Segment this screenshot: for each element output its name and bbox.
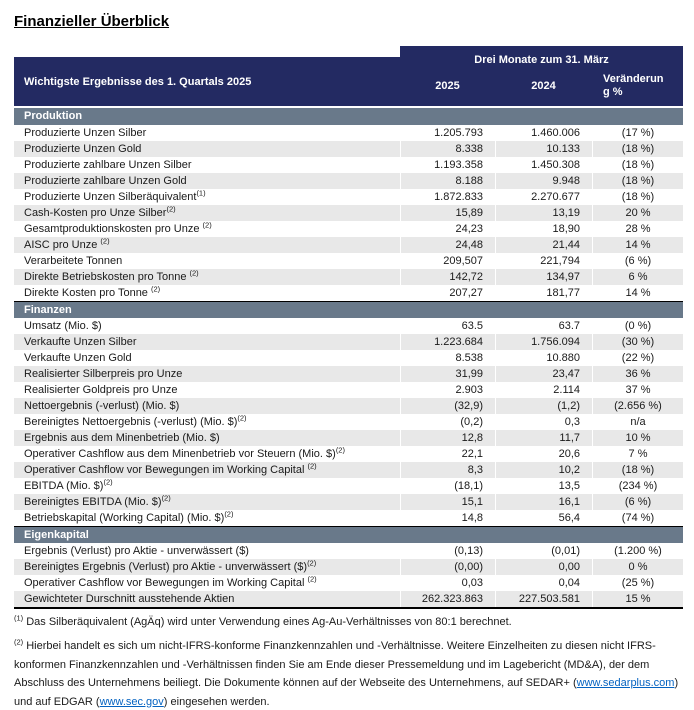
value-change: 14 % <box>592 285 683 301</box>
metric-label: Direkte Betriebskosten pro Tonne $^{(2)}$ <box>24 269 199 283</box>
value-2024: 63.7 <box>495 318 592 334</box>
value-2024: 23,47 <box>495 366 592 382</box>
value-2025: 15,89 <box>400 205 495 221</box>
value-2024: 227.503.581 <box>495 591 592 607</box>
section-header: Finanzen <box>14 301 683 318</box>
value-change: (0 %) <box>592 318 683 334</box>
value-2024: 10.880 <box>495 350 592 366</box>
table-row <box>14 414 683 430</box>
value-2025: 31,99 <box>400 366 495 382</box>
table-row <box>14 141 683 157</box>
footnote-marker: (2) <box>166 205 176 214</box>
header-period-block <box>400 46 683 106</box>
metric-label: AISC pro Unze $^{(2)}$ <box>24 237 110 251</box>
metric-label: Produzierte Unzen Gold <box>24 143 142 155</box>
value-2024: 0,00 <box>495 559 592 575</box>
footnote-2-text-before: Hierbei handelt es sich um nicht-IFRS-konforme Finanzkennzahlen und -Verhältnisse. Weitere Einzelheiten zu diesen nicht IFRS-konformen Finanzkennzahlen und -Verhältnissen finden Sie am Ende dieser Pressemeldung und im Lagebericht (MD&A), der dem Abschluss des Unternehmens beiliegt. Die Dokumente können auf der Webseite des Unternehmens, auf SEDAR+ ( <box>14 640 656 689</box>
table-row <box>14 543 683 559</box>
value-change: 7 % <box>592 446 683 462</box>
value-change: (18 %) <box>592 189 683 205</box>
value-2024: 181,77 <box>495 285 592 301</box>
value-change: 0 % <box>592 559 683 575</box>
value-change: (18 %) <box>592 141 683 157</box>
metric-label: Bereinigtes EBITDA (Mio. $)$^{(2)}$ <box>24 494 171 508</box>
value-2024: 20,6 <box>495 446 592 462</box>
metric-label: Operativer Cashflow aus dem Minenbetrieb vor Steuern (Mio. $)$^{(2)}$ <box>24 446 345 460</box>
value-change: (18 %) <box>592 157 683 173</box>
table-row <box>14 237 683 253</box>
footnote-marker: (2) <box>307 575 317 584</box>
metric-label: Betriebskapital (Working Capital) (Mio. $)$^{(2)}$ <box>24 510 234 524</box>
footnote-marker: (2) <box>189 269 199 278</box>
footnote-marker: (2) <box>103 478 113 487</box>
table-row <box>14 382 683 398</box>
metric-label: Verarbeitete Tonnen <box>24 255 123 267</box>
table-row <box>14 510 683 526</box>
value-2024: 134,97 <box>495 269 592 285</box>
value-2024: 18,90 <box>495 221 592 237</box>
header-change-label: Veränderung % <box>603 72 664 98</box>
value-change: 14 % <box>592 237 683 253</box>
value-change: 6 % <box>592 269 683 285</box>
value-2024: 16,1 <box>495 494 592 510</box>
footnote-2 <box>14 637 683 710</box>
metric-label: Produzierte Unzen Silber <box>24 127 147 139</box>
metric-label: Realisierter Goldpreis pro Unze <box>24 384 178 396</box>
value-change: n/a <box>592 414 683 430</box>
value-change: (234 %) <box>592 478 683 494</box>
value-2025: 142,72 <box>400 269 495 285</box>
value-2024: 221,794 <box>495 253 592 269</box>
table-row <box>14 173 683 189</box>
footnote-2-text-after: ) eingesehen werden. <box>163 695 270 708</box>
value-change: (1.200 %) <box>592 543 683 559</box>
metric-label: Realisierter Silberpreis pro Unze <box>24 368 183 380</box>
value-2025: 2.903 <box>400 382 495 398</box>
table-header <box>14 46 683 106</box>
value-change: 36 % <box>592 366 683 382</box>
value-2024: 21,44 <box>495 237 592 253</box>
value-change: 28 % <box>592 221 683 237</box>
value-2025: 14,8 <box>400 510 495 526</box>
value-2024: 10,2 <box>495 462 592 478</box>
footnote-marker: (2) <box>150 285 161 294</box>
value-change: (17 %) <box>592 125 683 141</box>
value-2024: 11,7 <box>495 430 592 446</box>
value-2024: 0,04 <box>495 575 592 591</box>
value-change: 20 % <box>592 205 683 221</box>
table-row <box>14 350 683 366</box>
value-2025: 24,48 <box>400 237 495 253</box>
value-2025: (18,1) <box>400 478 495 494</box>
value-change: (6 %) <box>592 253 683 269</box>
value-2025: 22,1 <box>400 446 495 462</box>
header-year-row <box>400 67 683 104</box>
value-2024: 9.948 <box>495 173 592 189</box>
value-change: (74 %) <box>592 510 683 526</box>
footnote-1-text: Das Silberäquivalent (AgÄq) wird unter Verwendung eines Ag-Au-Verhältnisses von 80:1 berechnet. <box>23 616 512 628</box>
table-row <box>14 125 683 141</box>
metric-label: Verkaufte Unzen Silber <box>24 336 137 348</box>
value-change: (18 %) <box>592 462 683 478</box>
value-2025: 15,1 <box>400 494 495 510</box>
page-title: Finanzieller Überblick <box>14 13 170 30</box>
footnote-marker: (2) <box>237 414 247 423</box>
section-header: Eigenkapital <box>14 526 683 543</box>
value-2025: 8.338 <box>400 141 495 157</box>
value-2025: 262.323.863 <box>400 591 495 607</box>
value-2024: 1.460.006 <box>495 125 592 141</box>
value-2025: 8,3 <box>400 462 495 478</box>
footnote-marker: (2) <box>307 559 317 568</box>
header-year-2025: 2025 <box>435 79 460 92</box>
footnote-marker: (2) <box>224 510 234 519</box>
value-change: 37 % <box>592 382 683 398</box>
value-2025: (0,13) <box>400 543 495 559</box>
value-2025: 1.193.358 <box>400 157 495 173</box>
metric-label: Verkaufte Unzen Gold <box>24 352 132 364</box>
value-change: (25 %) <box>592 575 683 591</box>
footnote-marker: (2) <box>202 221 212 230</box>
value-2024: 1.756.094 <box>495 334 592 350</box>
value-change: 10 % <box>592 430 683 446</box>
metric-label: Cash-Kosten pro Unze Silber$^{(2)}$ <box>24 205 176 219</box>
header-period-label: Drei Monate zum 31. März <box>474 54 609 66</box>
metric-label: Operativer Cashflow vor Bewegungen im Working Capital $^{(2)}$ <box>24 575 317 589</box>
table-row <box>14 157 683 173</box>
metric-label: Gesamtproduktionskosten pro Unze $^{(2)}$ <box>24 221 212 235</box>
table-row <box>14 575 683 591</box>
metric-label: Nettoergebnis (-verlust) (Mio. $) <box>24 400 180 412</box>
table-row <box>14 446 683 462</box>
footnote-2-marker: (2) <box>14 637 24 647</box>
value-2025: 8.188 <box>400 173 495 189</box>
metric-label: Operativer Cashflow vor Bewegungen im Working Capital $^{(2)}$ <box>24 462 317 476</box>
value-2025: 1.205.793 <box>400 125 495 141</box>
header-year-2024: 2024 <box>531 79 556 92</box>
footnote-marker: (2) <box>307 462 317 471</box>
table-row <box>14 205 683 221</box>
value-change: 15 % <box>592 591 683 607</box>
value-2025: 63.5 <box>400 318 495 334</box>
value-2024: 2.114 <box>495 382 592 398</box>
table-row <box>14 462 683 478</box>
metric-label: Gewichteter Durschnitt ausstehende Aktien <box>24 593 235 605</box>
footnote-1 <box>14 613 683 629</box>
footnote-1-marker: (1) <box>14 613 24 623</box>
sec-gov-link[interactable]: www.sec.gov <box>99 695 164 708</box>
footnote-marker: (2) <box>161 494 171 503</box>
table-row <box>14 559 683 575</box>
table-row <box>14 398 683 414</box>
metric-label: Produzierte zahlbare Unzen Gold <box>24 175 187 187</box>
table-row <box>14 318 683 334</box>
value-2024: (1,2) <box>495 398 592 414</box>
value-2024: 56,4 <box>495 510 592 526</box>
sedarplus-link[interactable]: www.sedarplus.com <box>576 677 675 689</box>
value-2024: 13,5 <box>495 478 592 494</box>
value-2025: 8.538 <box>400 350 495 366</box>
table-row <box>14 494 683 510</box>
value-2025: (32,9) <box>400 398 495 414</box>
metric-label: Direkte Kosten pro Tonne $^{(2)}$ <box>24 285 161 299</box>
value-2024: 0,3 <box>495 414 592 430</box>
table-row <box>14 285 683 301</box>
value-2025: 1.223.684 <box>400 334 495 350</box>
table-row <box>14 430 683 446</box>
table-row <box>14 189 683 205</box>
metric-label: Ergebnis (Verlust) pro Aktie - unverwässert ($) <box>24 545 249 557</box>
header-metric-column-label: Wichtigste Ergebnisse des 1. Quartals 2025 <box>14 46 400 106</box>
metric-label: Ergebnis aus dem Minenbetrieb (Mio. $) <box>24 432 220 444</box>
value-change: (30 %) <box>592 334 683 350</box>
financial-overview-table <box>14 46 683 609</box>
footnote-2-text-middle: ) und auf EDGAR ( <box>14 677 679 708</box>
value-2025: (0,00) <box>400 559 495 575</box>
table-row <box>14 253 683 269</box>
footnote-marker: (1) <box>196 189 206 198</box>
metric-label: Bereinigtes Nettoergebnis (-verlust) (Mio. $)$^{(2)}$ <box>24 414 247 428</box>
table-body <box>14 108 683 609</box>
table-row <box>14 591 683 609</box>
metric-label: Produzierte Unzen Silberäquivalent$^{(1)}$ <box>24 189 206 203</box>
value-2025: (0,2) <box>400 414 495 430</box>
value-2024: 10.133 <box>495 141 592 157</box>
footnote-marker: (2) <box>335 446 345 455</box>
section-header: Produktion <box>14 108 683 125</box>
table-row <box>14 334 683 350</box>
value-change: (6 %) <box>592 494 683 510</box>
value-2025: 209,507 <box>400 253 495 269</box>
table-row <box>14 221 683 237</box>
value-2024: 1.450.308 <box>495 157 592 173</box>
table-row <box>14 269 683 285</box>
value-change: (22 %) <box>592 350 683 366</box>
value-change: (2.656 %) <box>592 398 683 414</box>
value-2024: 13,19 <box>495 205 592 221</box>
metric-label: EBITDA (Mio. $)$^{(2)}$ <box>24 478 113 492</box>
value-2025: 1.872.833 <box>400 189 495 205</box>
value-2024: 2.270.677 <box>495 189 592 205</box>
metric-label: Umsatz (Mio. $) <box>24 320 102 332</box>
value-2025: 0,03 <box>400 575 495 591</box>
footnote-marker: (2) <box>100 237 110 246</box>
value-2025: 12,8 <box>400 430 495 446</box>
value-2025: 207,27 <box>400 285 495 301</box>
metric-label: Bereinigtes Ergebnis (Verlust) pro Aktie - unverwässert ($)$^{(2)}$ <box>24 559 317 573</box>
value-2025: 24,23 <box>400 221 495 237</box>
value-2024: (0,01) <box>495 543 592 559</box>
metric-label: Produzierte zahlbare Unzen Silber <box>24 159 192 171</box>
value-change: (18 %) <box>592 173 683 189</box>
table-row <box>14 478 683 494</box>
table-row <box>14 366 683 382</box>
